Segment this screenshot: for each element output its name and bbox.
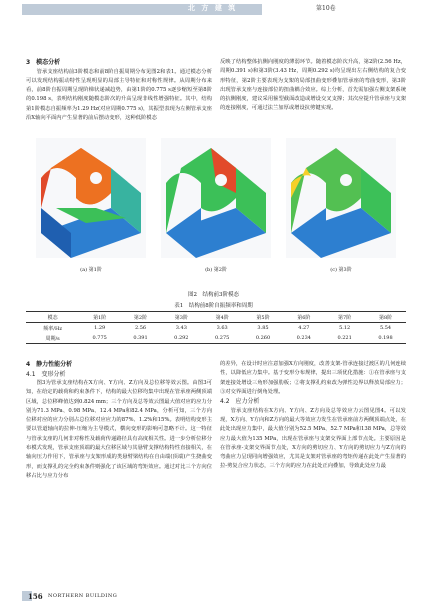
- mode-1-image: [36, 138, 146, 258]
- section3-heading: 3 模态分析: [26, 59, 61, 66]
- frequency-period-table: [26, 311, 406, 344]
- table-cell: 4.27: [298, 325, 310, 331]
- mode-3-image: [286, 138, 396, 258]
- mode-1-caption: (a) 第1阶: [80, 267, 102, 273]
- mode-2-caption: (b) 第2阶: [205, 267, 227, 273]
- mode-2-image: [161, 138, 271, 258]
- mode-shape-render: [161, 138, 271, 258]
- mode-shape-render: [286, 138, 396, 258]
- table-cell: 0.198: [378, 335, 393, 341]
- page-number: 156: [28, 592, 43, 601]
- table-cell: 0.260: [255, 335, 271, 341]
- table-cell: 2.56: [134, 325, 147, 331]
- section3-left-column: [26, 58, 212, 123]
- table-header-cell: 第8阶: [378, 314, 393, 321]
- table-cell: 周期/s: [45, 335, 60, 342]
- table-row: [26, 323, 406, 334]
- table-header-row: [26, 312, 406, 323]
- table-cell: 0.275: [215, 335, 230, 341]
- table-cell: 5.54: [379, 325, 392, 331]
- section3-paragraph: 管承支座结构前3阶模态和前8阶自振周期分布见图2和表1。通过模态分析可以发现结构振动特性呈现明显的局部主导特征和对称性规律。从周期分布来看，前8阶自振周期呈现阶梯状递减趋势，由第1阶的0.775 s逐步缩短至第8阶的0.198 s，表明结构刚度随模态阶次的升高呈现非线性增强特征。其中，结构第1阶模态自振频率为1.29 Hz(对应周期0.775 s)，其振型表现为左侧管承支座沿X轴向平面内产生显著的前后摆动变形，这种低阶模态: [26, 68, 212, 121]
- volume-label: 第10卷: [316, 5, 336, 12]
- table-cell: 0.234: [296, 335, 311, 341]
- table-cell: 5.12: [339, 325, 351, 331]
- table-header-cell: 第4阶: [215, 314, 229, 321]
- table-row: [26, 333, 406, 344]
- table-header-cell: 第6阶: [297, 314, 311, 321]
- table-caption: 表1 结构前8阶自振频率和周期: [174, 303, 253, 309]
- table-header-cell: 第3阶: [174, 314, 188, 321]
- figure-caption: 图2 结构前3阶模态: [188, 292, 239, 298]
- table-cell: 3.43: [175, 325, 187, 331]
- table-cell: 1.29: [94, 325, 106, 331]
- section4-paragraph-cont: 的差异，在设计时应注意加强X方向刚度，改善支架-管承连接过渡区的几何连续性，以降低应力集中。基于变形分布规律，提出三项优化措施：①在管承座与支架连接处增设三角形加强肋板；②将支撑孔约束改为弹性边界以释放局部应力；③对交界面进行倒角处理。: [220, 361, 406, 395]
- table-cell: 3.63: [216, 325, 228, 331]
- table-cell: 3.85: [257, 325, 269, 331]
- table-header-cell: 第7阶: [338, 314, 352, 321]
- section3-paragraph-cont: 反映了结构整体抗侧向刚度的薄弱环节。随着模态阶次升高，第2阶(2.56 Hz，周期0.391 s)和第3阶(3.43 Hz，周期0.292 s)均呈现出左右侧结构的复合变形特征，第2阶主要表现为支架的局部扭曲变形叠加管承座的弯曲变形，第3阶出现管承支座与连接部位的扭曲耦合效应。综上分析，首先需加强左侧支架系统的抗侧刚度，建议采用箍型截面改造或增设交叉支撑；其次应提升管承座与支架的连接刚度，可通过法兰加厚或增设抗剪键实现。: [220, 59, 406, 112]
- section4-heading: 4 静力性能分析: [26, 361, 73, 368]
- section4-paragraph: 图3为管承支座结构在X方向、Y方向、Z方向及总位移等效云图。由图3可知，在给定的载荷和约束条件下，结构的最大位移均集中出现在管承座两侧顶端区域，总位移峰值达到0.824 mm；三个方向及总等效云图最大值对应的应力分别为71.3 MPa、0.98 MPa、12.4 MPa和82.4 MPa，分析可知，三个方向位移对应的应力分别占总位移对应应力的87%、1.2%和15%。表明结构变形主要以管道轴向的拉伸-压缩为主导模式，横向变形的影响可忽略不计。这一特征与管承支座的几何非对称性及载荷传递路径具有高度相关性。进一步分析位移分布模式发现，管承支座顶端的最大位移区域与其悬臂支撑结构特性直接相关，在轴向压力作用下，管承座与支架形成的类悬臂梁结构在自由端(顶端)产生挠曲变形，而支撑孔的完全约束条件则强化了该区域的弯矩效应。通过对比三个方向位移占比与应力分布: [26, 380, 212, 479]
- table-header-cell: 模态: [47, 314, 58, 321]
- table-cell: 0.391: [133, 335, 148, 341]
- table-header-cell: 第5阶: [256, 314, 270, 321]
- table-cell: 0.775: [92, 335, 107, 341]
- section4-right-column: [220, 360, 406, 472]
- table-cell: 频率/Hz: [43, 325, 62, 332]
- stress-analysis-paragraph: 管承支座结构在X方向、Y方向、Z方向及总等效应力云图见图4。可以发现，X方向、Y方向和Z方向的最大等效应力发生在管承座前方两侧顶端点处，在此处出现应力集中，最大值分别为52.5 MPa、52.7 MPa和138 MPa，总等效应力最大值为135 MPa，出现在管承座与支架交界面上部节点处。主要原因是在管承座-支架交界面节点处，X方向的剪切应力、Y方向的剪切应力与Z方向的弯曲应力呈现同向增强效应，尤其是支架对管承座的弯矩传递在此处产生显著的拉-剪复合应力状态，三个方向的应力在此处正向叠加，导致此处应力最: [220, 407, 406, 470]
- section4-left-column: [26, 360, 212, 481]
- page-footer: [0, 591, 427, 603]
- table-header-cell: 第1阶: [93, 314, 107, 321]
- section3-right-column: [220, 58, 406, 114]
- figure-2: [26, 138, 406, 273]
- table-cell: 0.221: [337, 335, 352, 341]
- mode-3-caption: (c) 第3阶: [330, 267, 352, 273]
- mode-shape-render: [36, 138, 146, 258]
- table-header-cell: 第2阶: [133, 314, 148, 321]
- subsection-4-2-heading: 4.2 应力分析: [220, 398, 260, 406]
- page-header: [0, 0, 427, 18]
- table-cell: 0.292: [174, 335, 189, 341]
- journal-english-name: NORTHERN BUILDING: [48, 593, 118, 599]
- journal-title: 北 方 建 筑: [188, 3, 238, 12]
- subsection-4-1-heading: 4.1 变形分析: [26, 370, 66, 378]
